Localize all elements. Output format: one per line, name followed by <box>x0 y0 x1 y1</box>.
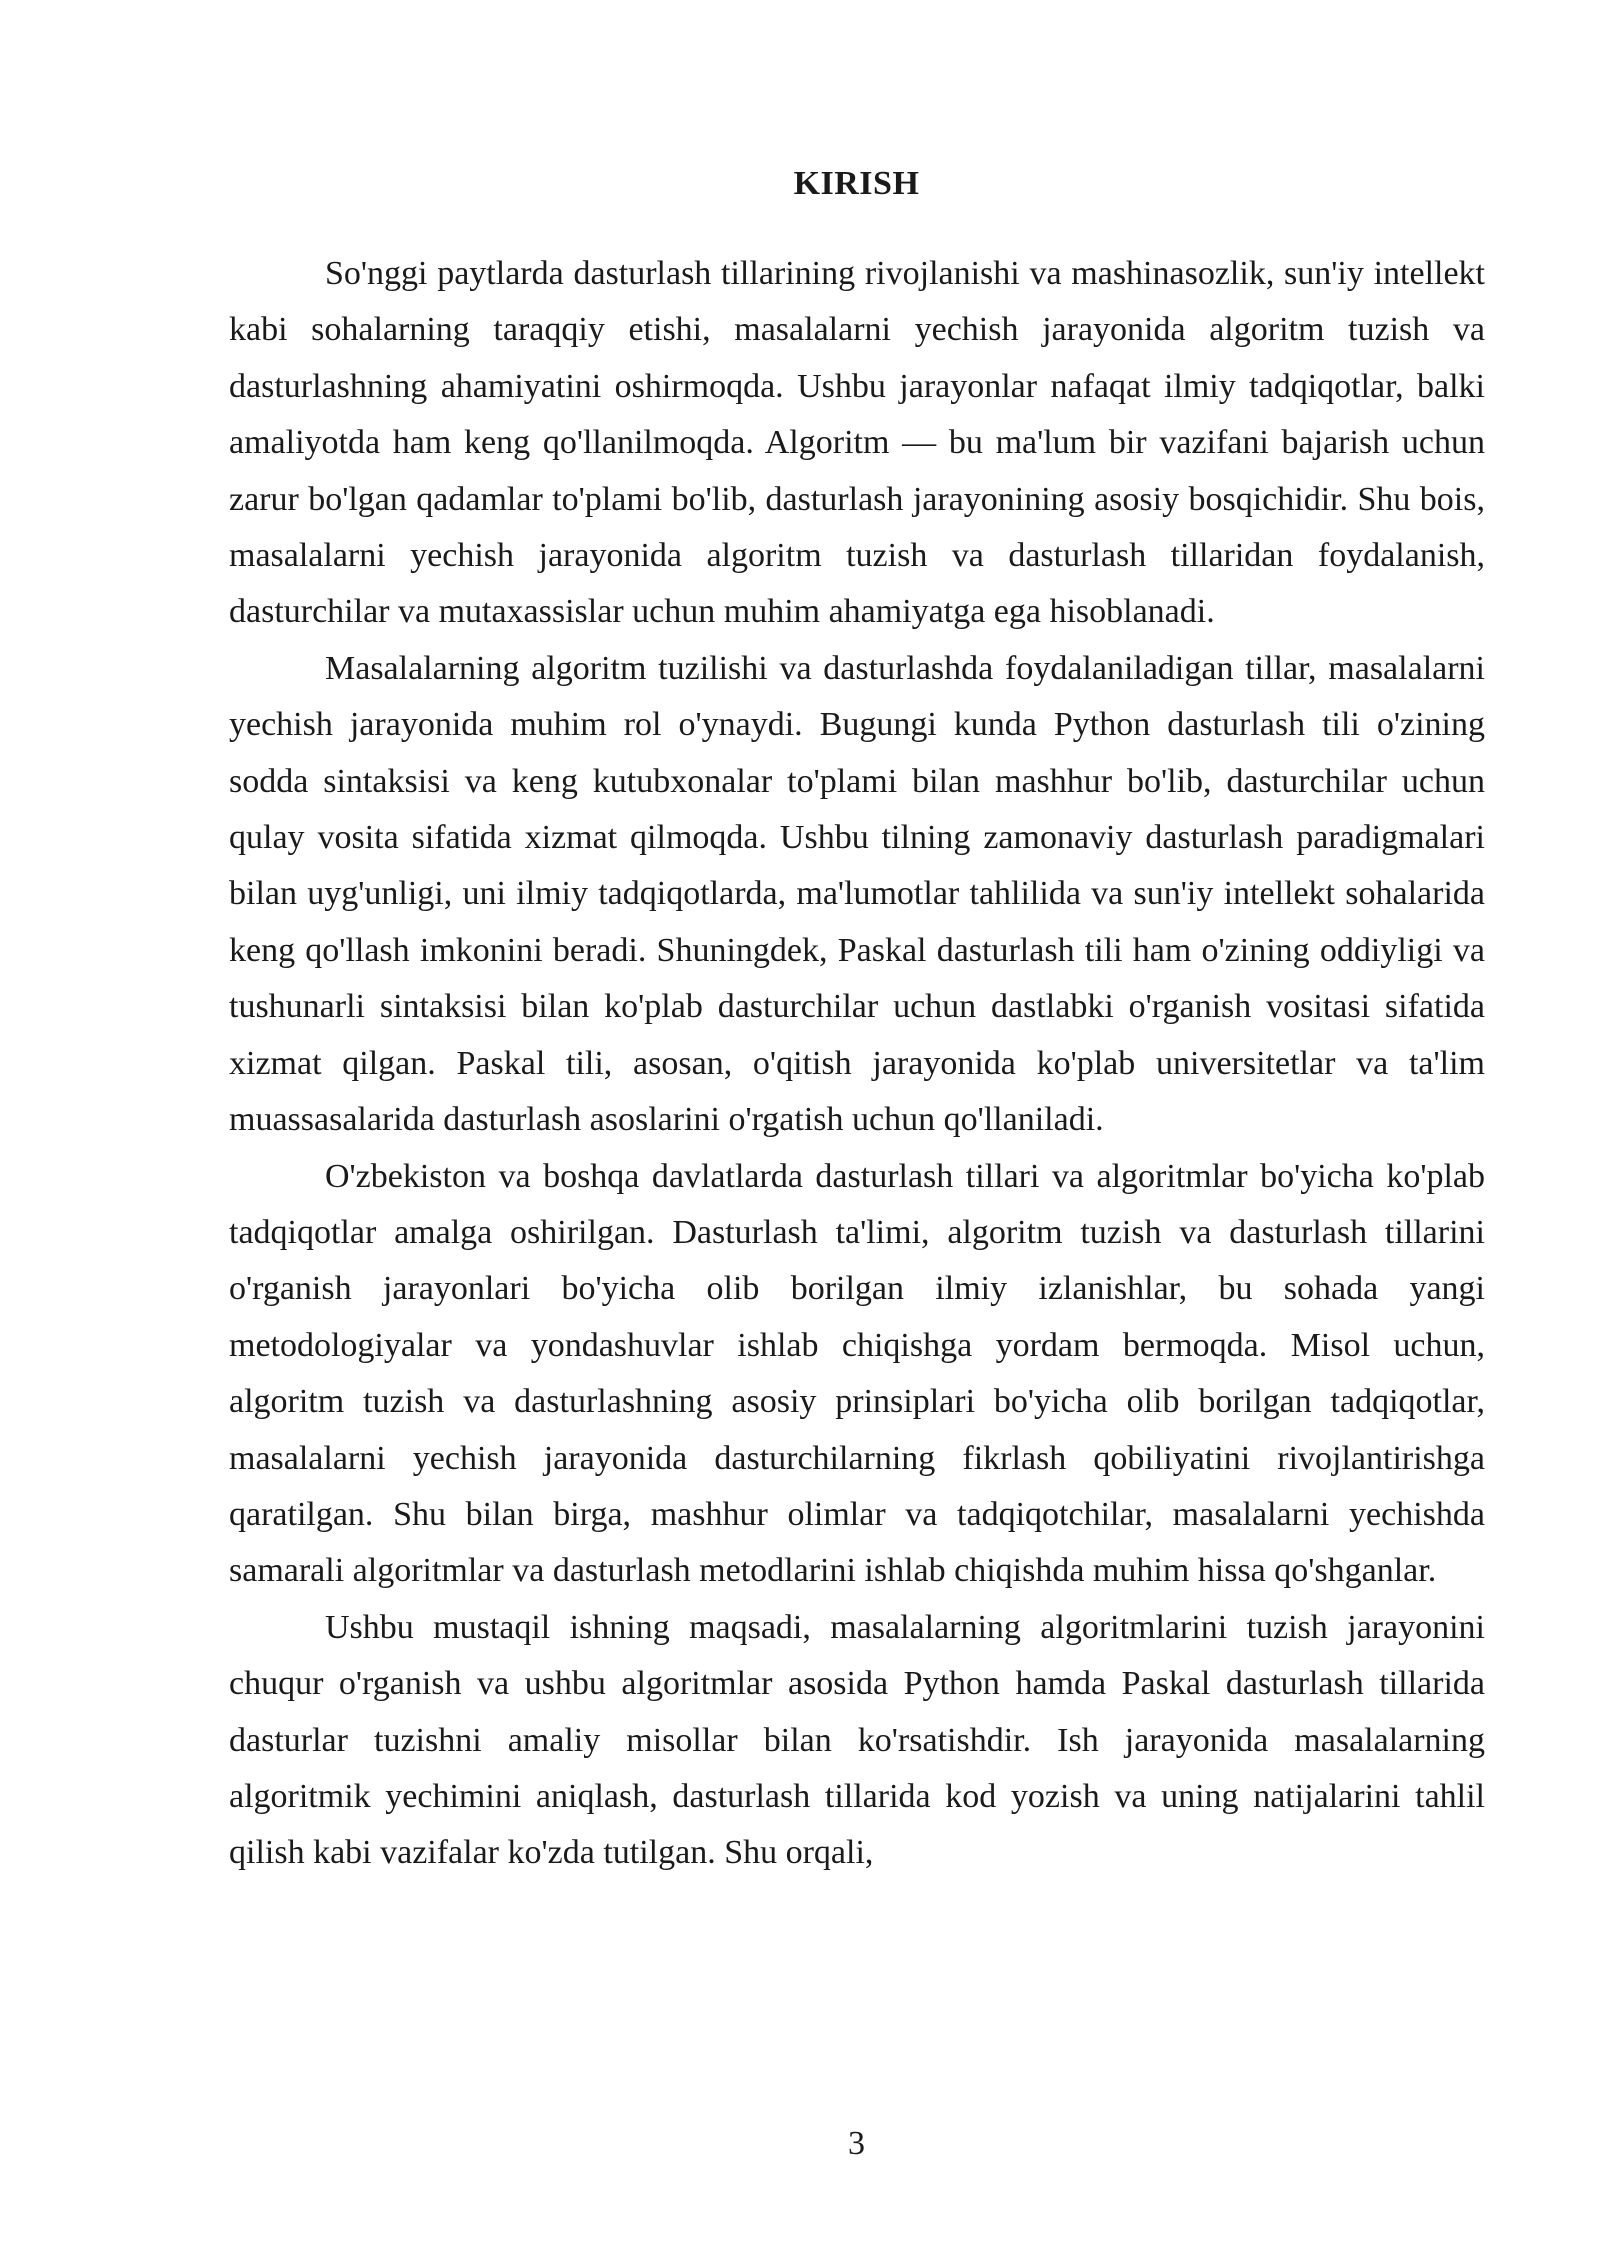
page-title: KIRISH <box>793 165 920 202</box>
body-text <box>229 246 1485 1882</box>
paragraph-2: Masalalarning algoritm tuzilishi va dasturlashda foydalaniladigan tillar, masalalarni yechish jarayonida muhim rol o'ynaydi. Bugungi kunda Python dasturlash tili o'zining sodda sintaksisi va keng kutubxonalar to'plami bilan mashhur bo'lib, dasturchilar uchun qulay vosita sifatida xizmat qilmoqda. Ushbu tilning zamonaviy dasturlash paradigmalari bilan uyg'unligi, uni ilmiy tadqiqotlarda, ma'lumotlar tahlilida va sun'iy intellekt sohalarida keng qo'llash imkonini beradi. Shuningdek, Paskal dasturlash tili ham o'zining oddiyligi va tushunarli sintaksisi bilan ko'plab dasturchilar uchun dastlabki o'rganish vositasi sifatida xizmat qilgan. Paskal tili, asosan, o'qitish jarayonida ko'plab universitetlar va ta'lim muassasalarida dasturlash asoslarini o'rgatish uchun qo'llaniladi. <box>229 649 1485 1139</box>
paragraph-4: Ushbu mustaqil ishning maqsadi, masalalarning algoritmlarini tuzish jarayonini chuqur o'rganish va ushbu algoritmlar asosida Python hamda Paskal dasturlash tillarida dasturlar tuzishni amaliy misollar bilan ko'rsatishdir. Ish jarayonida masalalarning algoritmik yechimini aniqlash, dasturlash tillarida kod yozish va uning natijalarini tahlil qilish kabi vazifalar ko'zda tutilgan. Shu orqali, <box>229 1608 1485 1872</box>
paragraph-3: O'zbekiston va boshqa davlatlarda dasturlash tillari va algoritmlar bo'yicha ko'plab tadqiqotlar amalga oshirilgan. Dasturlash ta'limi, algoritm tuzish va dasturlash tillarini o'rganish jarayonlari bo'yicha olib borilgan ilmiy izlanishlar, bu sohada yangi metodologiyalar va yondashuvlar ishlab chiqishga yordam bermoqda. Misol uchun, algoritm tuzish va dasturlashning asosiy prinsiplari bo'yicha olib borilgan tadqiqotlar, masalalarni yechish jarayonida dasturchilarning fikrlash qobiliyatini rivojlantirishga qaratilgan. Shu bilan birga, mashhur olimlar va tadqiqotchilar, masalalarni yechishda samarali algoritmlar va dasturlash metodlarini ishlab chiqishda muhim hissa qo'shganlar. <box>229 1157 1485 1590</box>
paragraph-1: So'nggi paytlarda dasturlash tillarining rivojlanishi va mashinasozlik, sun'iy intellekt kabi sohalarning taraqqiy etishi, masalalarni yechish jarayonida algoritm tuzish va dasturlashning ahamiyatini oshirmoqda. Ushbu jarayonlar nafaqat ilmiy tadqiqotlar, balki amaliyotda ham keng qo'llanilmoqda. Algoritm — bu ma'lum bir vazifani bajarish uchun zarur bo'lgan qadamlar to'plami bo'lib, dasturlash jarayonining asosiy bosqichidir. Shu bois, masalalarni yechish jarayonida algoritm tuzish va dasturlash tillaridan foydalanish, dasturchilar va mutaxassislar uchun muhim ahamiyatga ega hisoblanadi. <box>229 255 1485 631</box>
page-number: 3 <box>848 2125 865 2162</box>
